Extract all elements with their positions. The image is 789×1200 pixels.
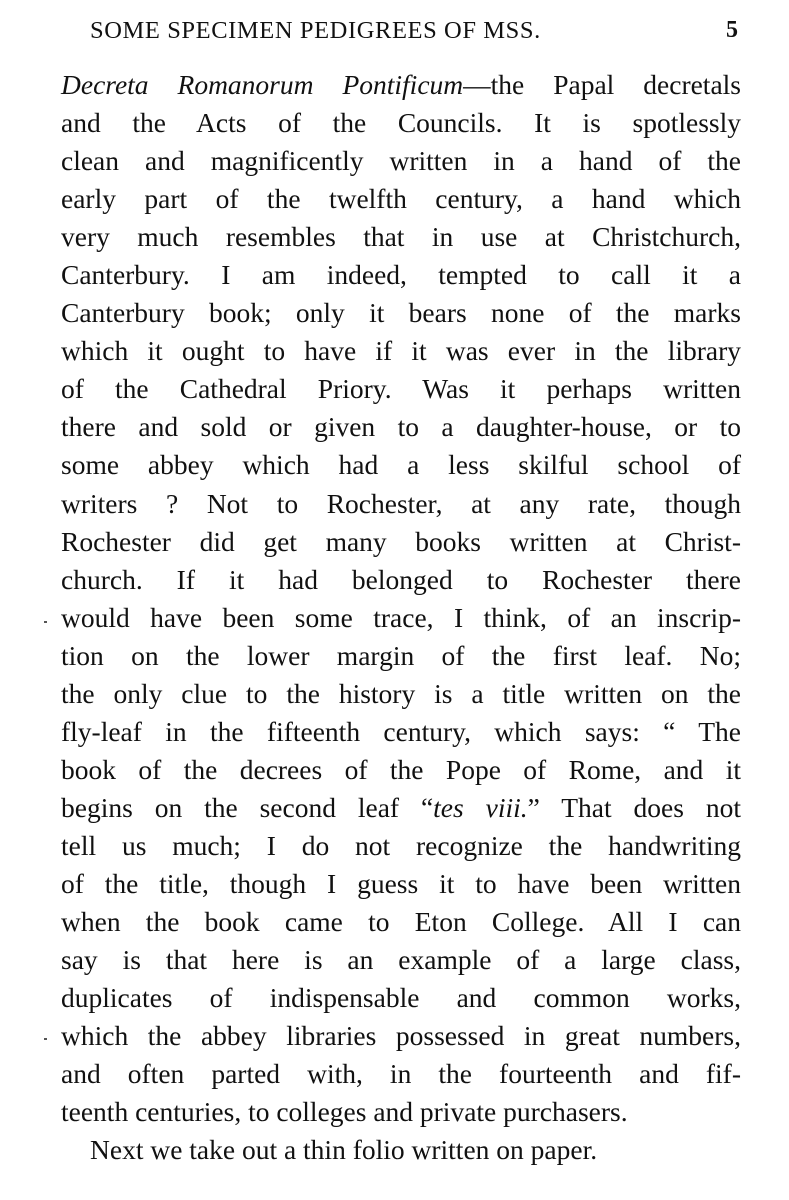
line-text: —the Papal decretals <box>463 69 741 100</box>
text-line: say is that here is an example of a large class, <box>61 944 741 976</box>
text-line: which it ought to have if it was ever in the library <box>61 335 741 367</box>
text-line <box>61 789 741 827</box>
italic-title: Decreta Romanorum Pontificum <box>61 69 464 100</box>
text-line: writers ? Not to Rochester, at any rate, though <box>61 487 741 519</box>
body-text <box>61 66 741 1169</box>
margin-speck <box>44 1038 47 1040</box>
text-line: church. If it had belonged to Rochester there <box>61 563 741 595</box>
text-line: fly-leaf in the fifteenth century, which says: “ The <box>61 715 741 747</box>
text-line: Canterbury. I am indeed, tempted to call it a <box>61 259 741 291</box>
text-line: the only clue to the history is a title written on the <box>61 677 741 709</box>
text-line: early part of the twelfth century, a hand which <box>61 183 741 215</box>
text-line: Canterbury book; only it bears none of the marks <box>61 297 741 329</box>
text-line: tell us much; I do not recognize the handwriting <box>61 829 741 861</box>
text-line: of the title, though I guess it to have been written <box>61 867 741 899</box>
margin-speck <box>44 621 47 623</box>
running-head <box>90 17 740 49</box>
text-line: Rochester did get many books written at Christ- <box>61 525 741 557</box>
text-line: teenth centuries, to colleges and private purchasers. <box>61 1096 628 1128</box>
line-text-after: ” That does not <box>527 791 741 823</box>
text-line: which the abbey libraries possessed in great numbers, <box>61 1020 741 1052</box>
italic-quote: tes viii. <box>433 791 528 823</box>
text-line: very much resembles that in use at Christchurch, <box>61 221 741 253</box>
text-line: clean and magnificently written in a hand of the <box>61 145 741 177</box>
text-line: duplicates of indispensable and common works, <box>61 982 741 1014</box>
text-line: Next we take out a thin folio written on paper. <box>90 1134 598 1166</box>
text-line: tion on the lower margin of the first leaf. No; <box>61 639 741 671</box>
running-title: SOME SPECIMEN PEDIGREES OF MSS. <box>90 17 541 44</box>
text-line: book of the decrees of the Pope of Rome, and it <box>61 753 741 785</box>
text-line: of the Cathedral Priory. Was it perhaps written <box>61 373 741 405</box>
line-text: begins on the second leaf “ <box>61 791 434 823</box>
text-line: and often parted with, in the fourteenth and fif- <box>61 1058 741 1090</box>
text-line: would have been some trace, I think, of an inscrip- <box>61 601 741 633</box>
text-line: when the book came to Eton College. All I can <box>61 906 741 938</box>
text-line: there and sold or given to a daughter-house, or to <box>61 411 741 443</box>
text-line <box>61 66 741 104</box>
text-line: some abbey which had a less skilful school of <box>61 449 741 481</box>
text-line: and the Acts of the Councils. It is spotlessly <box>61 107 741 139</box>
page-number: 5 <box>726 17 738 43</box>
